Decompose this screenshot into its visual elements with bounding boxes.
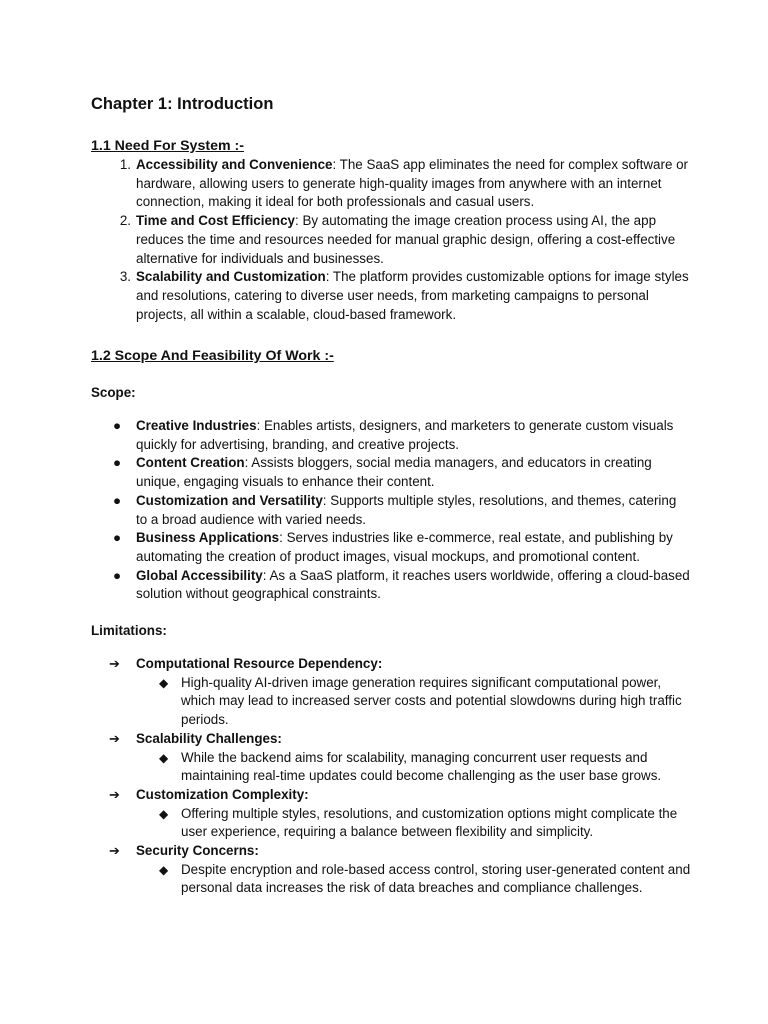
list-item — [91, 529, 691, 566]
limitation-title: Computational Resource Dependency: — [136, 656, 383, 671]
limitation-detail-row — [91, 749, 691, 786]
list-item — [91, 268, 691, 324]
item-heading: Business Applications — [136, 530, 280, 546]
diamond-bullet-icon: ◆ — [159, 862, 169, 877]
need-for-system-list — [91, 156, 691, 324]
limitation-item — [91, 842, 691, 898]
arrow-right-icon: ➔ — [109, 786, 120, 802]
list-item — [91, 454, 691, 491]
bullet-icon: ● — [113, 492, 122, 508]
item-heading: Creative Industries — [136, 418, 257, 433]
item-text: : By automating the image creation process using AI, the app reduces the time and resources needed for manual graphic design, offering a cost-effective alternative for individuals and businesses. — [136, 213, 676, 266]
limitation-title: Scalability Challenges: — [136, 730, 282, 746]
section-title-need-for-system: 1.1 Need For System :- — [91, 138, 244, 154]
item-text: : As a SaaS platform, it reaches users worldwide, offering a cloud-based solution without geographical constraints. — [136, 567, 690, 602]
limitations-list — [91, 655, 691, 898]
limitation-detail-row — [91, 674, 691, 730]
list-item — [91, 212, 691, 268]
limitation-detail: High-quality AI-driven image generation requires significant computational power, which may lead to increased server costs and potential slowdowns during high traffic periods. — [181, 674, 682, 728]
limitation-heading-row — [91, 842, 691, 861]
limitation-detail: While the backend aims for scalability, managing concurrent user requests and maintaining real-time updates could become challenging as the user base grows. — [181, 749, 662, 784]
limitation-detail: Offering multiple styles, resolutions, and customization options might complicate the user experience, requiring a balance between flexibility and simplicity. — [181, 805, 678, 840]
list-item — [91, 417, 691, 454]
bullet-icon: ● — [113, 567, 122, 583]
item-text: : Supports multiple styles, resolutions, and themes, catering to a broad audience with varied needs. — [136, 492, 677, 527]
limitation-item — [91, 786, 691, 842]
limitation-heading-row — [91, 730, 691, 749]
list-item — [91, 492, 691, 529]
list-number: 2. — [119, 213, 131, 229]
limitation-heading-row — [91, 655, 691, 674]
list-item — [91, 567, 691, 604]
item-text: : Assists bloggers, social media managers, and educators in creating unique, engaging visuals to enhance their content. — [136, 455, 652, 490]
list-number: 3. — [119, 269, 131, 285]
limitation-item — [91, 655, 691, 730]
limitation-detail: Despite encryption and role-based access control, storing user-generated content and personal data increases the risk of data breaches and compliance challenges. — [181, 861, 691, 896]
arrow-right-icon: ➔ — [109, 730, 120, 746]
item-text: : The platform provides customizable options for image styles and resolutions, catering to diverse user needs, from marketing campaigns to personal projects, all within a scalable, cloud-based framework. — [136, 269, 689, 322]
item-heading: Customization and Versatility — [136, 492, 323, 508]
limitations-label: Limitations: — [91, 623, 167, 638]
limitation-item — [91, 730, 691, 786]
chapter-title: Chapter 1: Introduction — [91, 95, 274, 113]
bullet-icon: ● — [113, 418, 122, 433]
item-heading: Accessibility and Convenience — [136, 157, 333, 172]
limitation-detail-row — [91, 805, 691, 842]
scope-label: Scope: — [91, 385, 136, 400]
item-text: : Enables artists, designers, and marketers to generate custom visuals quickly for advertising, branding, and creative projects. — [136, 418, 674, 452]
section-title-scope-and-feasibility: 1.2 Scope And Feasibility Of Work :- — [91, 348, 334, 364]
bullet-icon: ● — [113, 455, 122, 471]
item-text: : The SaaS app eliminates the need for complex software or hardware, allowing users to generate high-quality images from anywhere with an internet connection, making it ideal for both professionals and casual users. — [136, 157, 689, 210]
diamond-bullet-icon: ◆ — [159, 750, 169, 765]
bullet-icon: ● — [113, 530, 122, 546]
limitation-detail-row — [91, 861, 691, 898]
scope-list — [91, 417, 691, 604]
diamond-bullet-icon: ◆ — [159, 675, 169, 690]
item-heading: Time and Cost Efficiency — [136, 213, 295, 229]
item-text: : Serves industries like e-commerce, real estate, and publishing by automating the creation of product images, visual mockups, and promotional content. — [136, 530, 673, 564]
arrow-right-icon: ➔ — [109, 843, 120, 859]
list-item — [91, 156, 691, 212]
arrow-right-icon: ➔ — [109, 656, 120, 671]
item-heading: Scalability and Customization — [136, 269, 326, 285]
item-heading: Content Creation — [136, 455, 245, 471]
limitation-title: Customization Complexity: — [136, 786, 309, 802]
list-number: 1. — [119, 157, 131, 172]
limitation-title: Security Concerns: — [136, 843, 259, 859]
item-heading: Global Accessibility — [136, 567, 263, 583]
limitation-heading-row — [91, 786, 691, 805]
diamond-bullet-icon: ◆ — [159, 806, 169, 821]
